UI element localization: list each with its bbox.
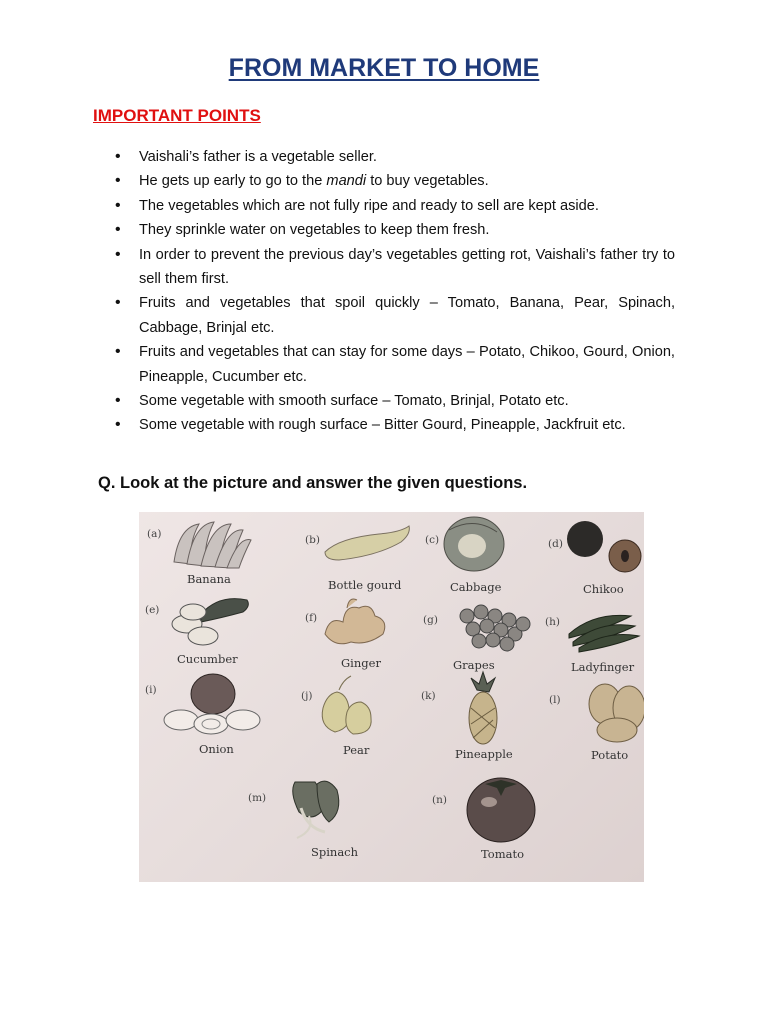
question-text: Q. Look at the picture and answer the given questions. <box>98 474 528 492</box>
item-letter: (b) <box>305 534 320 546</box>
item-letter: (i) <box>145 684 157 696</box>
points-list <box>115 145 675 438</box>
item-label: Bottle gourd <box>328 578 402 592</box>
item-letter: (l) <box>549 694 561 706</box>
page-title: FROM MARKET TO HOME <box>228 54 540 82</box>
chikoo-icon <box>567 521 641 572</box>
item-letter: (n) <box>432 794 447 806</box>
spinach-icon <box>293 781 339 838</box>
list-item: • Some vegetable with smooth surface – Tomato, Brinjal, Potato etc. <box>115 389 675 413</box>
fruits-vegetables-picture <box>139 512 644 882</box>
item-letter: (e) <box>145 604 160 616</box>
item-label: Potato <box>591 748 629 762</box>
item-letter: (a) <box>147 528 162 540</box>
item-letter: (k) <box>421 690 436 702</box>
list-item: • The vegetables which are not fully ripe and ready to sell are kept aside. <box>115 194 675 218</box>
cabbage-icon <box>444 517 504 571</box>
item-label: Pineapple <box>455 747 513 761</box>
item-label: Onion <box>199 742 234 756</box>
item-letter: (g) <box>423 614 438 626</box>
picture-drawings <box>139 512 644 882</box>
item-label: Banana <box>187 572 231 586</box>
item-label: Ladyfinger <box>571 660 635 674</box>
potato-icon <box>589 684 644 742</box>
bottle-gourd-icon <box>325 526 409 560</box>
section-heading: IMPORTANT POINTS <box>93 106 261 125</box>
item-letter: (j) <box>301 690 313 702</box>
item-label: Cabbage <box>450 580 502 594</box>
item-label: Cucumber <box>177 652 238 666</box>
ladyfinger-icon <box>569 615 639 652</box>
list-item: • Some vegetable with rough surface – Bitter Gourd, Pineapple, Jackfruit etc. <box>115 413 675 437</box>
banana-icon <box>174 522 251 568</box>
pineapple-icon <box>469 672 497 744</box>
list-item: • Fruits and vegetables that spoil quickly – Tomato, Banana, Pear, Spinach, Cabbage, Brinjal etc. <box>115 291 675 340</box>
cucumber-icon <box>172 599 248 645</box>
list-item: • They sprinkle water on vegetables to keep them fresh. <box>115 218 675 242</box>
tomato-icon <box>467 778 535 842</box>
pear-icon <box>322 676 371 734</box>
list-item: • In order to prevent the previous day’s vegetables getting rot, Vaishali’s father try to sell them first. <box>115 243 675 292</box>
grapes-icon <box>460 605 530 651</box>
item-letter: (c) <box>425 534 440 546</box>
item-letter: (d) <box>548 538 563 550</box>
ginger-icon <box>325 599 385 644</box>
item-letter: (h) <box>545 616 560 628</box>
list-item: • Vaishali’s father is a vegetable seller. <box>115 145 675 169</box>
list-item: • Fruits and vegetables that can stay for some days – Potato, Chikoo, Gourd, Onion, Pineapple, Cucumber etc. <box>115 340 675 389</box>
item-letter: (m) <box>248 792 267 804</box>
item-label: Spinach <box>311 845 359 859</box>
item-label: Grapes <box>453 658 495 672</box>
item-label: Chikoo <box>583 582 624 596</box>
item-label: Ginger <box>341 656 381 670</box>
item-label: Pear <box>343 743 370 757</box>
list-item: • He gets up early to go to the mandi to buy vegetables. <box>115 169 675 193</box>
item-label: Tomato <box>481 847 525 861</box>
item-letter: (f) <box>305 612 318 624</box>
onion-icon <box>164 674 260 734</box>
